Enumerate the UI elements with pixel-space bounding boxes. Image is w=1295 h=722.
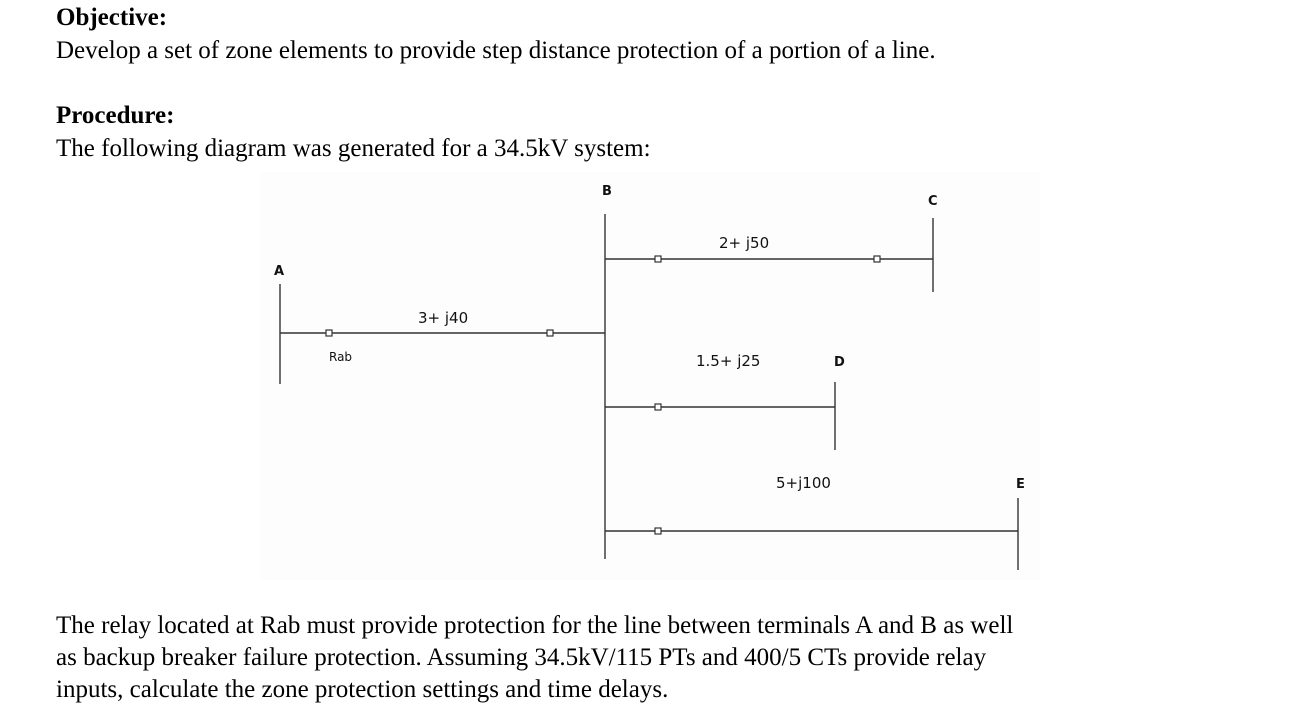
bus-a-label: A (274, 264, 285, 279)
objective-heading: Objective: (56, 4, 168, 31)
objective-text: Develop a set of zone elements to provide step distance protection of a portion of a line. (56, 37, 936, 64)
impedance-be-label: 5+j100 (776, 474, 831, 492)
one-line-diagram-svg (260, 172, 1040, 580)
impedance-bd-label: 1.5+ j25 (696, 352, 761, 370)
bus-b-label: B (602, 184, 612, 199)
relay-rab-label: Rab (329, 350, 353, 364)
bus-c-label: C (928, 194, 938, 209)
breaker-rab (326, 330, 332, 336)
bus-d-label: D (834, 355, 845, 370)
breaker-bc (655, 256, 661, 262)
procedure-text: The following diagram was generated for a 34.5kV system: (56, 135, 651, 162)
procedure-heading: Procedure: (56, 102, 175, 129)
impedance-bc-label: 2+ j50 (719, 234, 770, 252)
closing-paragraph (56, 610, 1206, 706)
one-line-diagram (260, 172, 1040, 580)
closing-line-1: The relay located at Rab must provide protection for the line between terminals A and B as well (56, 612, 1014, 639)
closing-line-3: inputs, calculate the zone protection settings and time delays. (56, 676, 669, 703)
breaker-be (655, 528, 661, 534)
breaker-cb (874, 256, 880, 262)
breaker-ba (547, 330, 553, 336)
bus-e-label: E (1016, 477, 1025, 492)
impedance-ab-label: 3+ j40 (418, 309, 469, 327)
closing-line-2: as backup breaker failure protection. Assuming 34.5kV/115 PTs and 400/5 CTs provide relay (56, 644, 987, 671)
breaker-bd (655, 404, 661, 410)
